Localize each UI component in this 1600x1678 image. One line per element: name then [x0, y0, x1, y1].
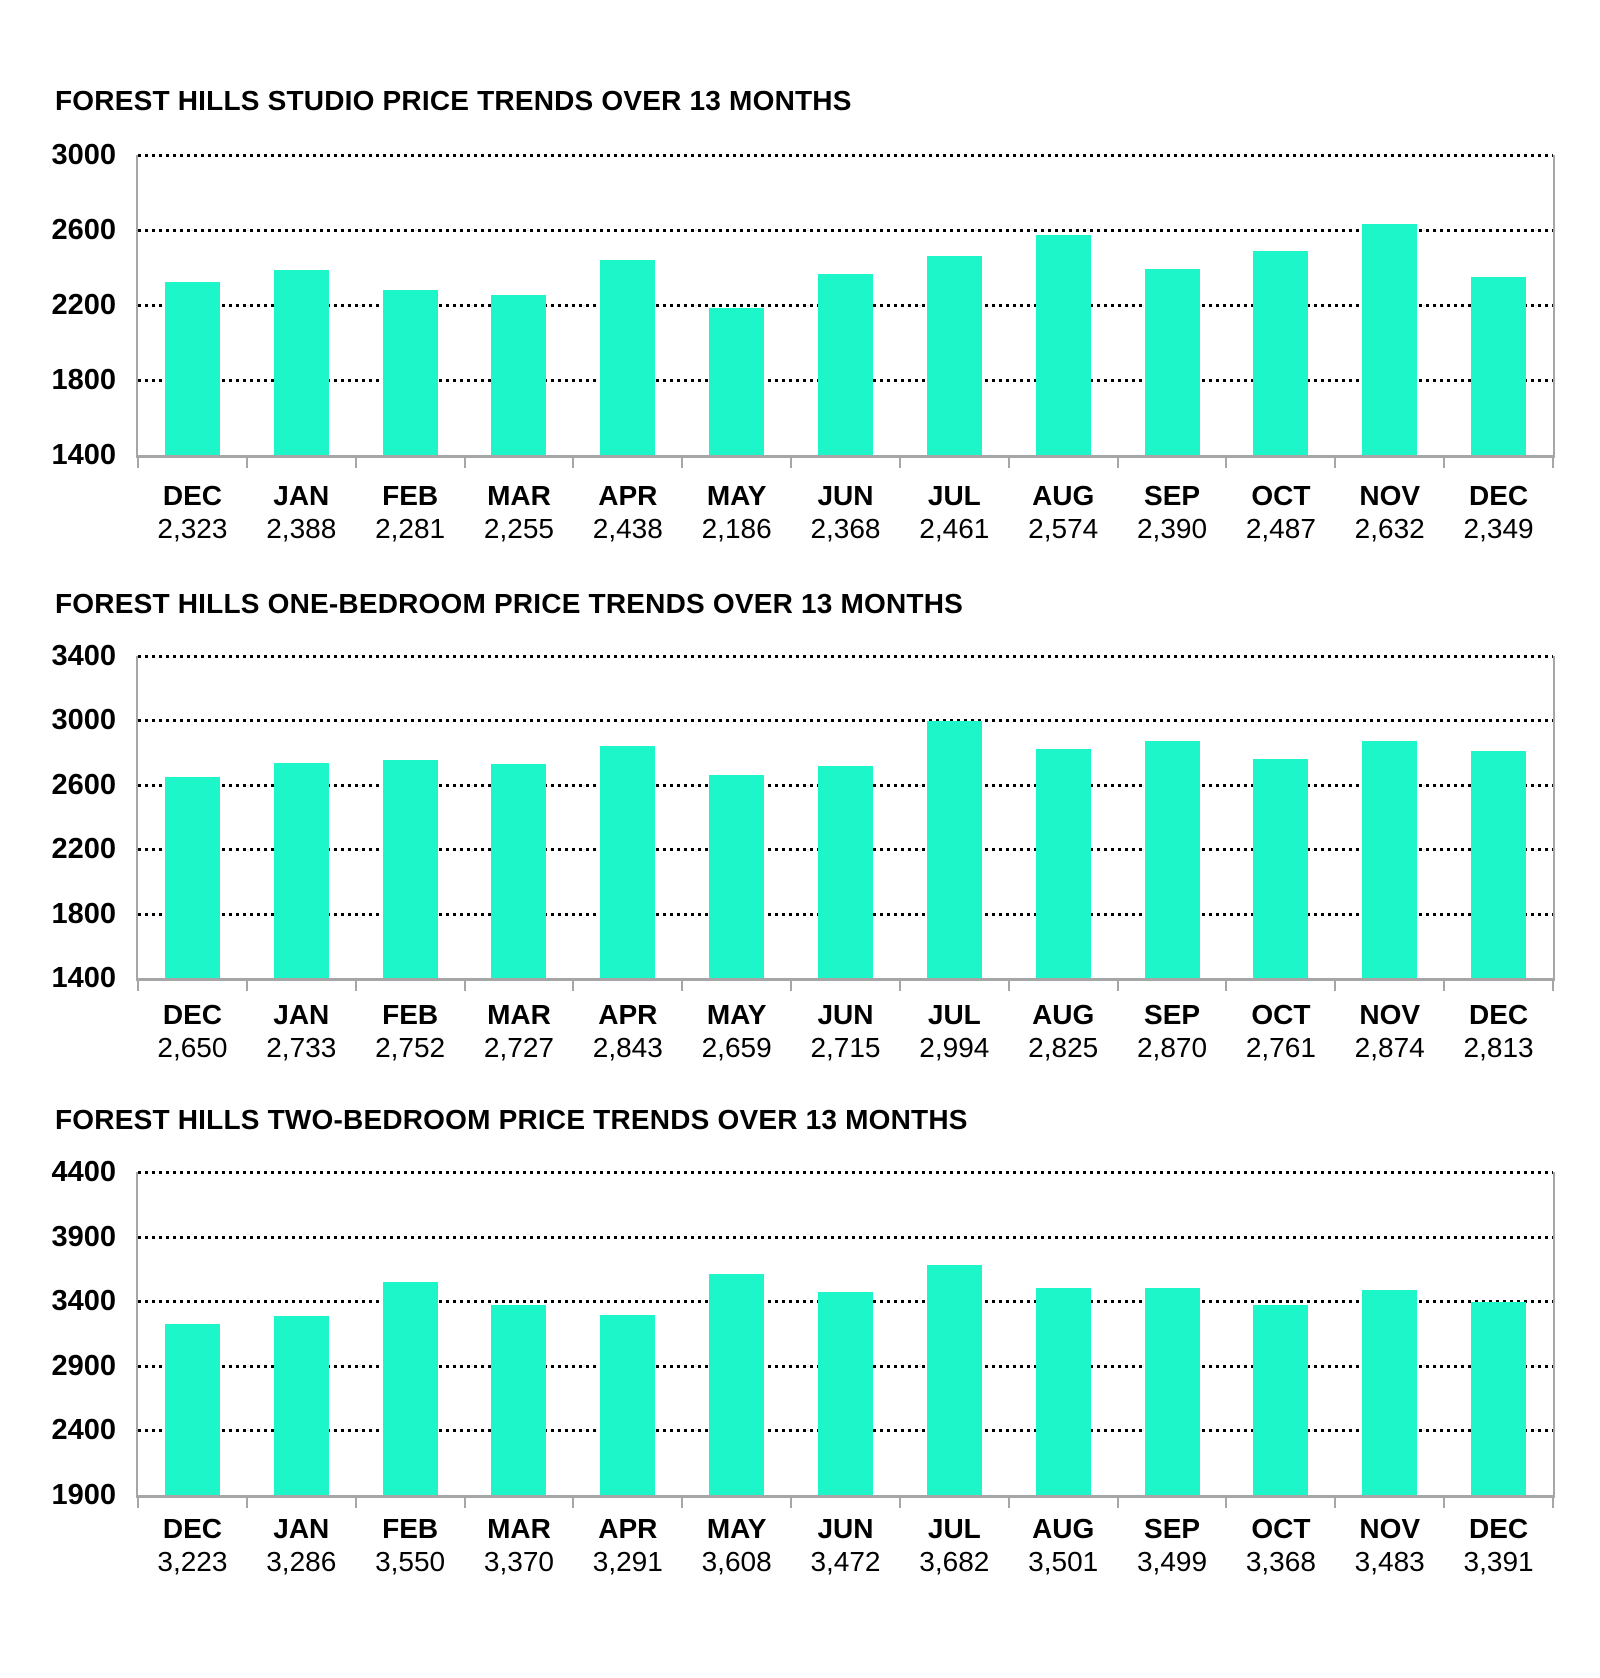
x-axis-value-label: 2,349 — [1463, 513, 1534, 544]
y-axis-tick-label: 1800 — [51, 364, 116, 396]
x-axis-month-label: APR — [598, 480, 658, 511]
x-axis-month-label: NOV — [1359, 1513, 1421, 1544]
x-axis-value-label: 2,994 — [919, 1032, 990, 1063]
bar-aug-8 — [1036, 1288, 1091, 1495]
x-axis-value-label: 3,368 — [1245, 1546, 1316, 1577]
x-axis-value-label: 3,291 — [592, 1546, 663, 1577]
bar-dec-0 — [165, 1324, 220, 1495]
x-axis-tick — [464, 1498, 466, 1508]
x-axis-value-label: 2,874 — [1354, 1032, 1425, 1063]
x-axis-value-label: 2,390 — [1136, 513, 1208, 544]
x-axis-month-label: SEP — [1144, 480, 1201, 511]
x-axis-month-label: DEC — [162, 999, 222, 1030]
x-axis-month-label: NOV — [1359, 999, 1421, 1030]
bar-oct-10 — [1253, 1305, 1308, 1495]
x-axis-value-label: 3,472 — [810, 1546, 881, 1577]
x-axis-value-label: 2,715 — [810, 1032, 881, 1063]
y-axis-tick-label: 2900 — [51, 1349, 116, 1382]
gridline — [138, 1171, 1553, 1174]
x-axis-month-label: OCT — [1251, 480, 1311, 511]
x-axis-value-label: 2,727 — [483, 1032, 554, 1063]
x-axis-value-label: 2,733 — [266, 1032, 337, 1063]
x-axis-value-label: 2,813 — [1463, 1032, 1534, 1063]
bar-jan-1 — [274, 1316, 329, 1495]
x-axis-value-label: 2,632 — [1354, 513, 1425, 544]
x-axis-month-label: AUG — [1032, 1513, 1095, 1544]
x-axis-month-label: MAY — [706, 999, 767, 1030]
plot-border-right — [1553, 1172, 1555, 1495]
x-axis-tick — [137, 1498, 139, 1508]
x-axis-month-label: JAN — [273, 480, 330, 511]
y-axis-tick-label: 4400 — [51, 1156, 116, 1188]
plot-border-left — [136, 1172, 138, 1495]
x-axis-month-label: OCT — [1251, 999, 1311, 1030]
y-axis-tick-label: 1400 — [51, 439, 116, 471]
y-axis-tick-label: 3000 — [51, 704, 116, 737]
x-axis-month-label: APR — [598, 1513, 658, 1544]
x-axis-month-label: DEC — [1469, 480, 1529, 511]
y-axis-tick-label: 2600 — [51, 768, 116, 801]
y-axis-tick-label: 3400 — [51, 1285, 116, 1318]
x-axis-month-label: JUL — [927, 999, 981, 1030]
x-axis-value-label: 3,370 — [483, 1546, 554, 1577]
x-axis-month-label: JUN — [817, 1513, 874, 1544]
x-axis-month-label: JUL — [927, 480, 981, 511]
x-axis-tick — [1008, 1498, 1010, 1508]
x-axis-month-label: DEC — [1469, 999, 1529, 1030]
x-axis-value-label: 2,659 — [701, 1032, 772, 1063]
x-axis-value-label: 2,438 — [592, 513, 663, 544]
x-axis-month-label: DEC — [162, 480, 222, 511]
bar-dec-12 — [1471, 1302, 1526, 1495]
x-axis-month-label: MAR — [487, 1513, 551, 1544]
gridline — [138, 1236, 1553, 1239]
x-axis-value-label: 2,825 — [1028, 1032, 1099, 1063]
x-axis-tick — [1334, 1498, 1336, 1508]
x-axis-tick — [681, 1498, 683, 1508]
x-axis-value-label: 3,608 — [701, 1546, 772, 1577]
x-axis-month-label: AUG — [1032, 480, 1095, 511]
x-axis-value-label: 2,752 — [375, 1032, 446, 1063]
y-axis-tick-label: 2200 — [51, 289, 116, 321]
x-axis-value-label: 2,574 — [1028, 513, 1099, 544]
x-axis-value-label: 2,650 — [157, 1032, 228, 1063]
x-axis-value-label: 2,368 — [810, 513, 881, 544]
two-bedroom-chart-title: FOREST HILLS TWO-BEDROOM PRICE TRENDS OVER 13 MONTHS — [55, 1104, 968, 1135]
x-axis-month-label: JAN — [273, 1513, 330, 1544]
bar-may-5 — [709, 1274, 764, 1495]
x-axis-tick — [790, 1498, 792, 1508]
y-axis-tick-label: 2600 — [51, 214, 116, 246]
bar-mar-3 — [491, 1305, 546, 1495]
x-axis-value-label: 3,391 — [1463, 1546, 1534, 1577]
bar-apr-4 — [600, 1315, 655, 1495]
x-axis-month-label: DEC — [1469, 1513, 1529, 1544]
x-axis-month-label: OCT — [1251, 1513, 1311, 1544]
x-axis-value-label: 2,461 — [919, 513, 990, 544]
x-axis-month-label: MAY — [706, 480, 767, 511]
x-axis-month-label: AUG — [1032, 999, 1095, 1030]
x-axis-month-label: DEC — [162, 1513, 222, 1544]
x-axis-month-label: FEB — [382, 480, 439, 511]
y-axis-tick-label: 3900 — [51, 1220, 116, 1253]
x-axis-month-label: NOV — [1359, 480, 1421, 511]
x-axis-value-label: 3,499 — [1136, 1546, 1208, 1577]
bar-jun-6 — [818, 1292, 873, 1495]
x-axis-month-label: JUN — [817, 999, 874, 1030]
x-axis-value-label: 2,843 — [592, 1032, 663, 1063]
x-axis-value-label: 3,483 — [1354, 1546, 1425, 1577]
x-axis-value-label: 3,223 — [157, 1546, 228, 1577]
studio-chart-title: FOREST HILLS STUDIO PRICE TRENDS OVER 13 MONTHS — [55, 85, 852, 116]
x-axis-month-label: FEB — [382, 1513, 439, 1544]
x-axis-month-label: MAR — [487, 999, 551, 1030]
x-axis-value-label: 3,682 — [919, 1546, 990, 1577]
x-axis-value-label: 2,761 — [1245, 1032, 1316, 1063]
x-axis-month-label: APR — [598, 999, 658, 1030]
y-axis-tick-label: 1400 — [51, 962, 116, 994]
x-axis-month-label: SEP — [1144, 999, 1201, 1030]
bar-jul-7 — [927, 1265, 982, 1495]
x-axis-tick — [246, 1498, 248, 1508]
y-axis-tick-label: 1900 — [51, 1479, 116, 1511]
x-axis-value-label: 2,255 — [483, 513, 554, 544]
x-axis-tick — [1552, 1498, 1554, 1508]
y-axis-tick-label: 3000 — [51, 139, 116, 171]
x-axis-value-label: 3,501 — [1028, 1546, 1099, 1577]
x-axis-value-label: 2,388 — [266, 513, 337, 544]
y-axis-tick-label: 2400 — [51, 1414, 116, 1447]
x-axis-value-label: 3,286 — [266, 1546, 337, 1577]
x-axis-tick — [572, 1498, 574, 1508]
x-axis-value-label: 3,550 — [375, 1546, 446, 1577]
x-axis-tick — [1443, 1498, 1445, 1508]
x-axis-tick — [899, 1498, 901, 1508]
x-axis-tick — [1225, 1498, 1227, 1508]
x-axis-month-label: MAY — [706, 1513, 767, 1544]
bar-sep-9 — [1145, 1288, 1200, 1495]
x-axis-month-label: MAR — [487, 480, 551, 511]
y-axis-tick-label: 2200 — [51, 833, 116, 866]
x-axis-month-label: JUN — [817, 480, 874, 511]
x-axis-value-label: 2,870 — [1136, 1032, 1208, 1063]
x-axis-month-label: JAN — [273, 999, 330, 1030]
x-axis-tick — [1117, 1498, 1119, 1508]
x-axis-line — [136, 1495, 1555, 1498]
x-axis-month-label: JUL — [927, 1513, 981, 1544]
x-axis-tick — [355, 1498, 357, 1508]
x-axis-value-label: 2,281 — [375, 513, 446, 544]
one-bedroom-chart-title: FOREST HILLS ONE-BEDROOM PRICE TRENDS OVER 13 MONTHS — [55, 588, 964, 619]
bar-feb-2 — [383, 1282, 438, 1495]
x-axis-month-label: SEP — [1144, 1513, 1201, 1544]
y-axis-tick-label: 1800 — [51, 897, 116, 930]
x-axis-value-label: 2,186 — [701, 513, 772, 544]
y-axis-tick-label: 3400 — [51, 640, 116, 672]
bar-nov-11 — [1362, 1290, 1417, 1495]
x-axis-value-label: 2,323 — [157, 513, 228, 544]
x-axis-value-label: 2,487 — [1245, 513, 1316, 544]
x-axis-month-label: FEB — [382, 999, 439, 1030]
